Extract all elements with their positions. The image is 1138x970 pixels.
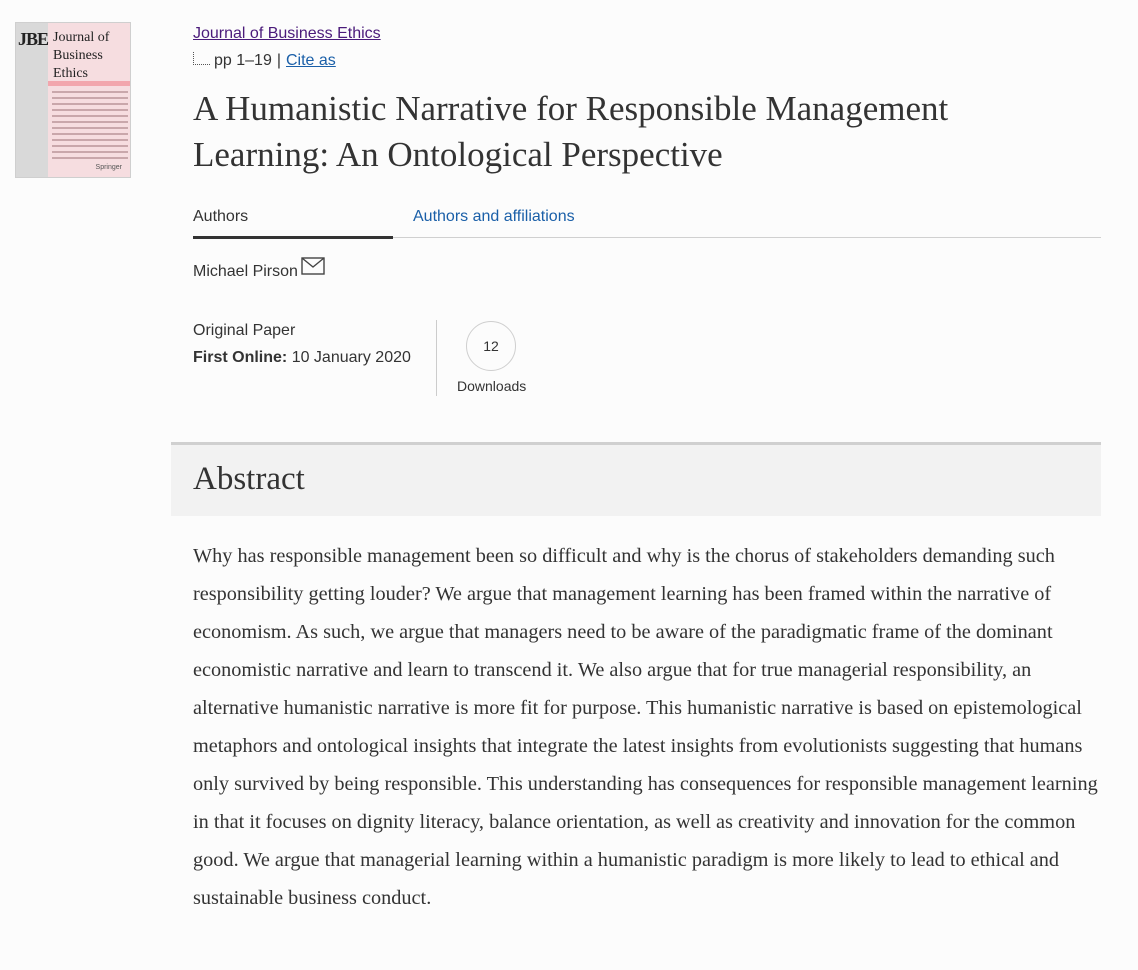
tab-authors-and-affiliations[interactable]: Authors and affiliations <box>413 208 575 225</box>
abstract-text: Why has responsible management been so difficult and why is the chorus of stakeholders demanding such responsibility getting louder? We argue that management learning has been framed within the narrative of economism. As such, we argue that managers need to be aware of the paradigmatic frame of the dominant economistic narrative and learn to transcend it. We also argue that for true managerial responsibility, an alternative humanistic narrative is more fit for purpose. This humanistic narrative is based on epistemological metaphors and ontological insights that integrate the latest insights from evolutionists suggesting that humans only survived by being responsible. This understanding has consequences for responsible management learning in that it focuses on dignity literacy, balance orientation, as well as creativity and innovation for the common good. We argue that managerial learning within a humanistic paradigm is more likely to lead to ethical and sustainable business conduct. <box>193 545 1098 909</box>
envelope-icon[interactable] <box>301 257 325 280</box>
tree-connector <box>193 52 210 65</box>
metrics-divider <box>436 320 437 396</box>
journal-link[interactable]: Journal of Business Ethics <box>193 25 381 42</box>
cover-band <box>48 81 131 86</box>
paper-type: Original Paper <box>193 322 296 339</box>
cover-title-line: Journal of <box>53 30 110 45</box>
cover-title-line: Business <box>53 48 103 63</box>
article-title: A Humanistic Narrative for Responsible Management Learning: An Ontological Perspective <box>193 89 949 174</box>
cover-title-line: Ethics <box>53 66 88 81</box>
downloads-count: 12 <box>466 321 516 371</box>
cover-title <box>53 29 109 83</box>
page-range: pp 1–19 <box>214 52 272 69</box>
downloads-label: Downloads <box>457 378 527 394</box>
author-tabs <box>193 205 1101 238</box>
abstract-section-header <box>171 442 1101 516</box>
separator: | <box>276 52 281 69</box>
first-online <box>193 349 411 367</box>
first-online-label: First Online: <box>193 349 288 366</box>
author-entry <box>193 260 325 283</box>
cover-contents-lines <box>52 91 128 163</box>
cover-publisher: Springer <box>95 164 122 171</box>
cite-as-link[interactable]: Cite as <box>286 52 336 69</box>
author-name[interactable]: Michael Pirson <box>193 262 298 280</box>
article-meta <box>193 52 336 70</box>
journal-cover[interactable] <box>15 22 131 178</box>
first-online-date: 10 January 2020 <box>291 349 411 366</box>
abstract-heading: Abstract <box>193 461 305 497</box>
tab-authors[interactable]: Authors <box>193 208 393 239</box>
journal-logo: JBE <box>18 29 49 49</box>
